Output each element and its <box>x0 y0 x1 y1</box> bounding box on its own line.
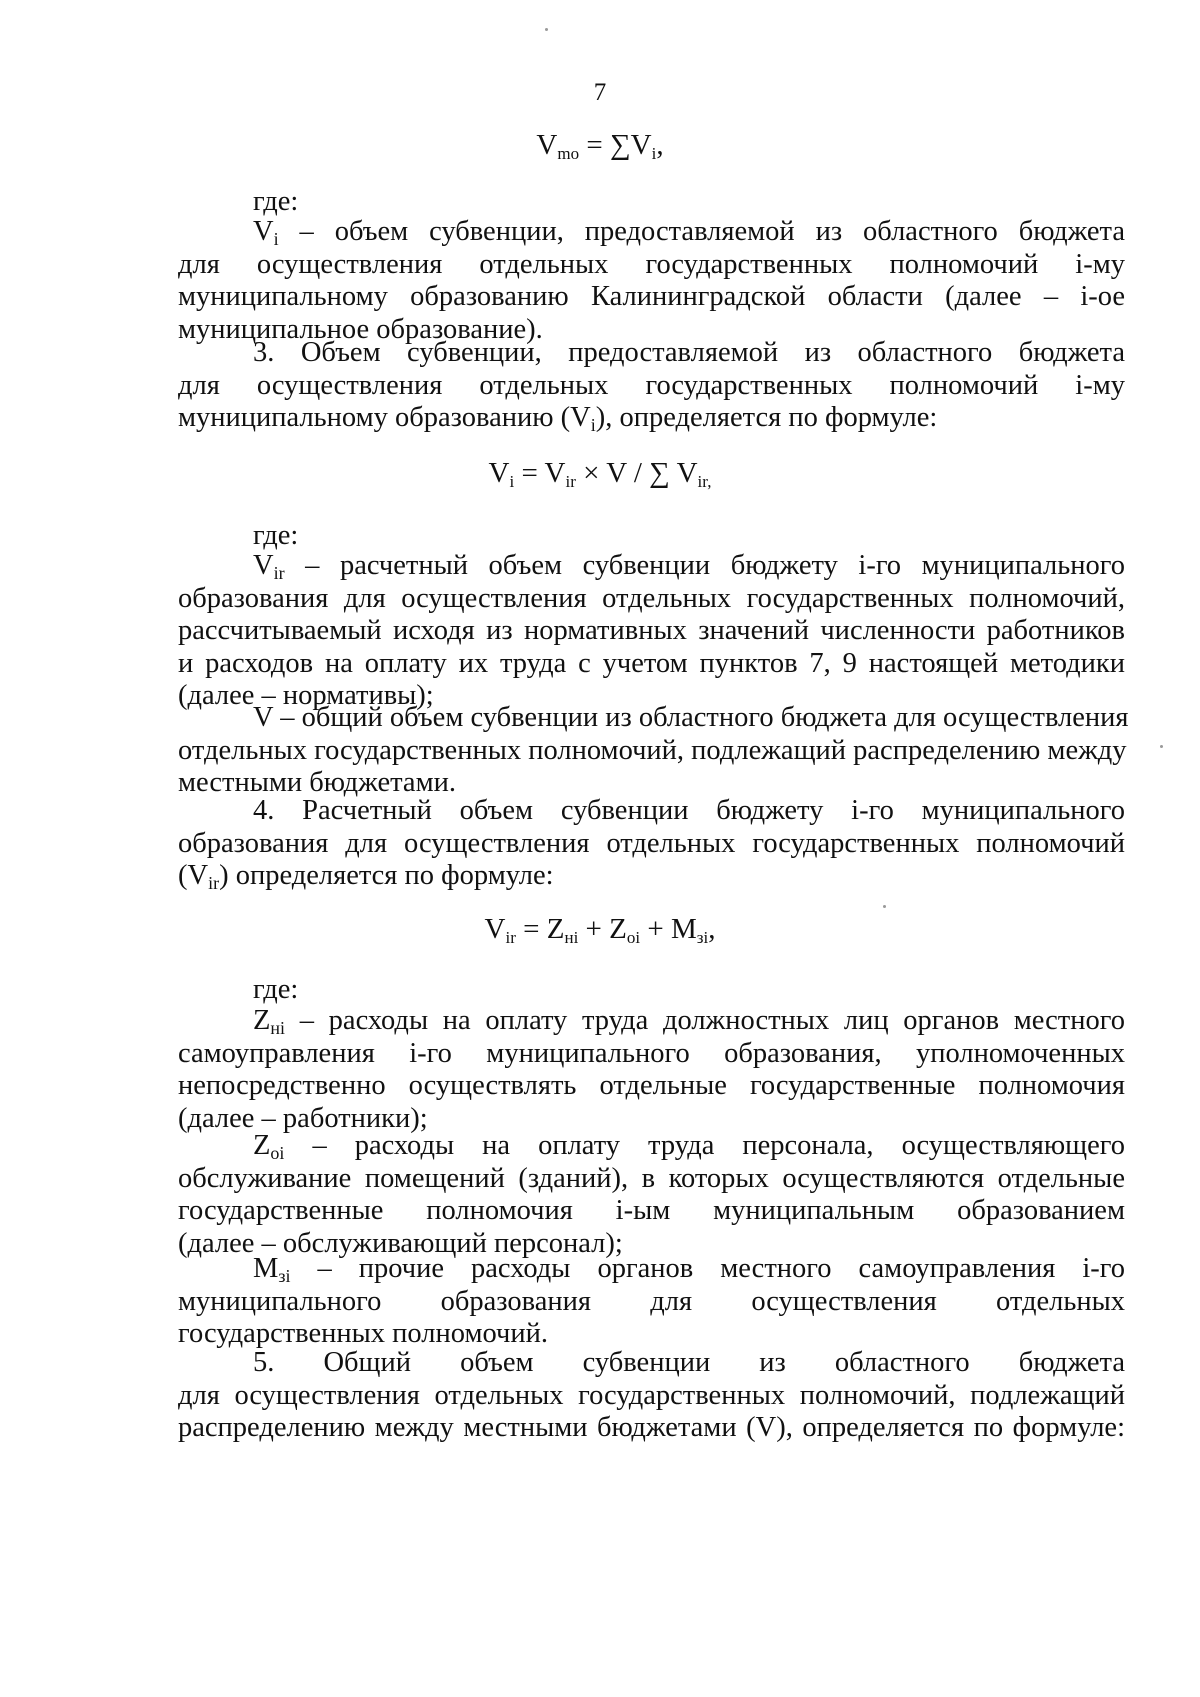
where-label: где: <box>253 520 299 551</box>
paragraph-4: 4. Расчетный объем субвенции бюджету i-го муниципального образования для осуществления отдельных государственных полномочий $(V_{ir})$ определяется по формуле: <box>178 795 1125 894</box>
definition-vir: $V_{ir}$ – расчетный объем субвенции бюджету i-го муниципального образования для осуществления отдельных государственных полномочий, рассчитываемый исходя из нормативных значений численности работников и расходов на оплату их труда с учетом пунктов 7, 9 настоящей методики (далее – нормативы); <box>178 550 1125 712</box>
scan-speck <box>1160 745 1163 748</box>
definition-zoi: $Z_{oi}$ – расходы на оплату труда персонала, осуществляющего обслуживание помещений (зданий), в которых осуществляются отдельные государственные полномочия i-ым муниципальным образованием (далее – обслуживающий персонал); <box>178 1130 1125 1259</box>
paragraph-5: 5. Общий объем субвенции из областного бюджета для осуществления отдельных государственных полномочий, подлежащий распределению между местными бюджетами (V), определяется по формуле: <box>178 1347 1125 1444</box>
scan-speck <box>883 905 886 908</box>
where-label: где: <box>253 974 299 1005</box>
scan-speck <box>545 28 548 31</box>
definition-zni: $Z_{нi}$ – расходы на оплату труда должностных лиц органов местного самоуправления i-го муниципального образования, уполномоченных непосредственно осуществлять отдельные государственные полномочия (далее – работники); <box>178 1005 1125 1134</box>
formula-vi: $V_i = V_{ir} \times V$ / ∑ $V_{ir,}$ <box>488 457 712 491</box>
definition-mzi: $M_{зi}$ – прочие расходы органов местного самоуправления i-го муниципального образования для осуществления отдельных государственных полномочий. <box>178 1253 1125 1350</box>
formula-vir: $V_{ir} = Z_{нi} + Z_{oi} + M_{зi}$, <box>484 913 716 947</box>
definition-vi: $V_i$ – объем субвенции, предоставляемой из областного бюджета для осуществления отдельных государственных полномочий i-му муниципальному образованию Калининградской области (далее – i-ое муниципальное образование). <box>178 216 1125 345</box>
formula-vmo: $V_{mo} = \sum V_i$, <box>536 129 664 163</box>
definition-v: V – общий объем субвенции из областного бюджета для осуществления отдельных государственных полномочий, подлежащий распределению между местными бюджетами. <box>178 702 1129 799</box>
paragraph-3: 3. Объем субвенции, предоставляемой из областного бюджета для осуществления отдельных государственных полномочий i-му муниципальному образованию $(V_i)$, определяется по формуле: <box>178 337 1125 436</box>
page-number: 7 <box>593 79 607 106</box>
where-label: где: <box>253 186 299 217</box>
